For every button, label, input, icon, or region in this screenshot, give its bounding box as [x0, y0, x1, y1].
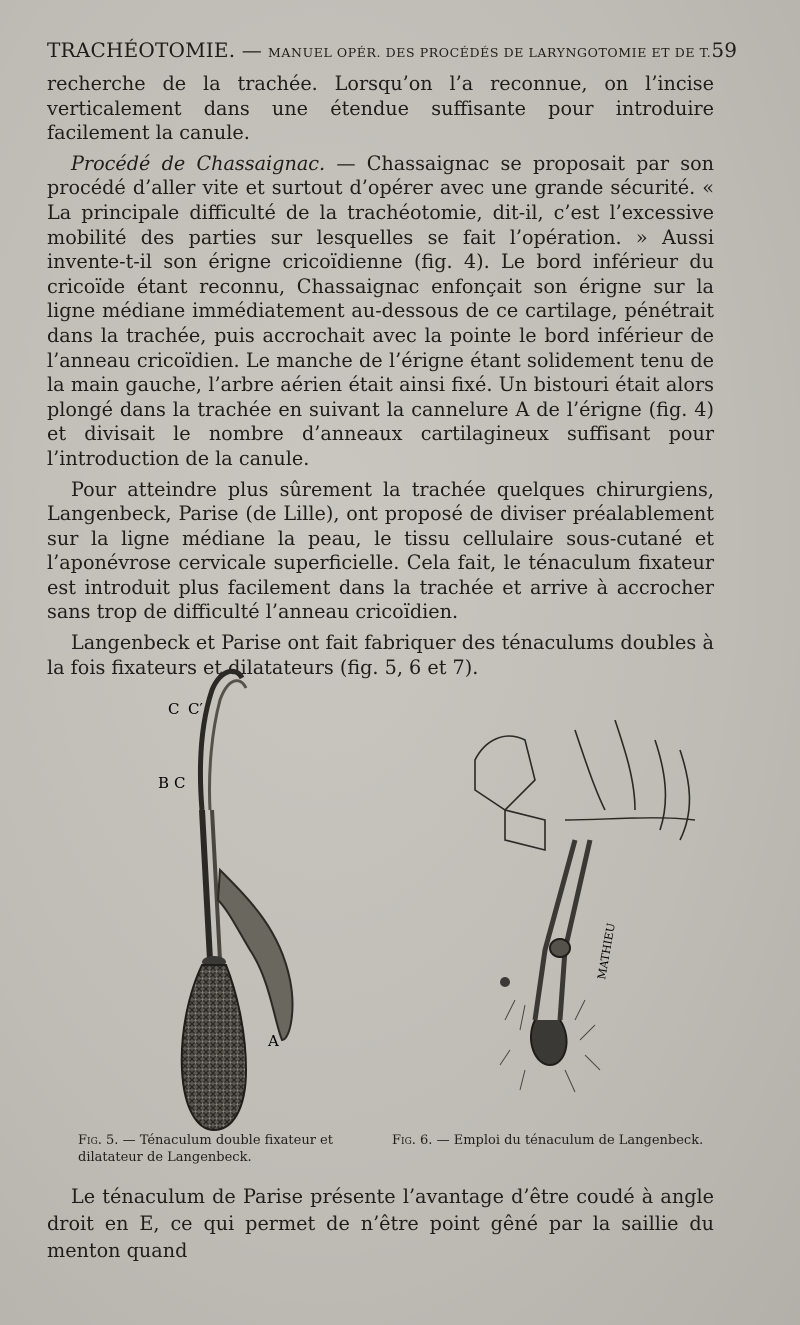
- bottom-text: [47, 1183, 714, 1264]
- figure-area: [45, 640, 715, 1140]
- paragraph-4: Langenbeck et Parise ont fait fabriquer des ténaculums doubles à la fois fixateurs et dilatateurs (fig. 5, 6 et 7).: [47, 631, 714, 679]
- paragraph-1: recherche de la trachée. Lorsqu’on l’a reconnue, on l’incise verticalement dans une étendue suffisante pour introduire facilement la canule.: [47, 72, 714, 145]
- paragraph-2-text: — Chassaignac se proposait par son procédé d’aller vite et surtout d’opérer avec une grande sécurité. « La principale difficulté de la trachéotomie, dit-il, c’est l’excessive mobilité des parties sur lesquelles se fait l’opération. » Aussi invente-t-il son érigne cricoïdienne (fig. 4). Le bord inférieur du cricoïde étant reconnu, Chassaignac enfonçait son érigne sur la ligne médiane immédiatement au-dessous de ce cartilage, pénétrait dans la trachée, puis accrochait avec la pointe le bord inférieur de l’anneau cricoïdien. Le manche de l’érigne étant solidement tenu de la main gauche, l’arbre aérien était ainsi fixé. Un bistouri était alors plongé dans la trachée en suivant la cannelure A de l’érigne (fig. 4) et divisait le nombre d’anneaux cartilagineux suffisant pour l’introduction de la canule.: [47, 151, 714, 470]
- tenaculum-illustration: [150, 660, 350, 1135]
- figure-5-caption: [78, 1132, 378, 1166]
- paragraph-3: Pour atteindre plus sûrement la trachée quelques chirurgiens, Langenbeck, Parise (de Lille), ont proposé de diviser préalablement sur la ligne médiane la peau, le tissu cellulaire sous-cutané et l’aponévrose cervicale superficielle. Cela fait, le ténaculum fixateur est introduit plus facilement dans la trachée et arrive à accrocher sans trop de difficulté l’anneau cricoïdien.: [47, 477, 714, 624]
- figure-5-caption-text: — Ténaculum double fixateur et dilatateur de Langenbeck.: [78, 1133, 333, 1165]
- header-title: TRACHÉOTOMIE. —: [47, 38, 263, 62]
- fig5-label-c2: C: [174, 774, 186, 792]
- page-number: 59: [711, 38, 738, 62]
- figure-6-caption: [392, 1132, 722, 1149]
- tenaculum-use-illustration: [465, 720, 715, 1110]
- figure-6-caption-text: — Emploi du ténaculum de Langenbeck.: [432, 1133, 704, 1148]
- fig5-label-c-prime: C′: [188, 700, 203, 718]
- figure-6-number: Fig. 6.: [392, 1133, 433, 1148]
- engraver-signature: MATHIEU: [595, 921, 618, 981]
- figure-5-number: Fig. 5.: [78, 1133, 119, 1148]
- procedure-heading: Procédé de Chassaignac.: [71, 151, 326, 175]
- running-header: [47, 38, 738, 62]
- fig5-label-c: C: [168, 700, 180, 718]
- fig5-label-a: A: [268, 1032, 279, 1050]
- paragraph-2: [47, 152, 714, 472]
- header-subtitle: MANUEL OPÉR. DES PROCÉDÉS DE LARYNGOTOMIE ET DE T.: [268, 45, 712, 60]
- paragraph-5: Le ténaculum de Parise présente l’avantage d’être coudé à angle droit en E, ce qui permet de n’être point gêné par la saillie du menton quand: [47, 1185, 714, 1262]
- fig5-label-b: B: [158, 774, 170, 792]
- body-text: [47, 72, 714, 686]
